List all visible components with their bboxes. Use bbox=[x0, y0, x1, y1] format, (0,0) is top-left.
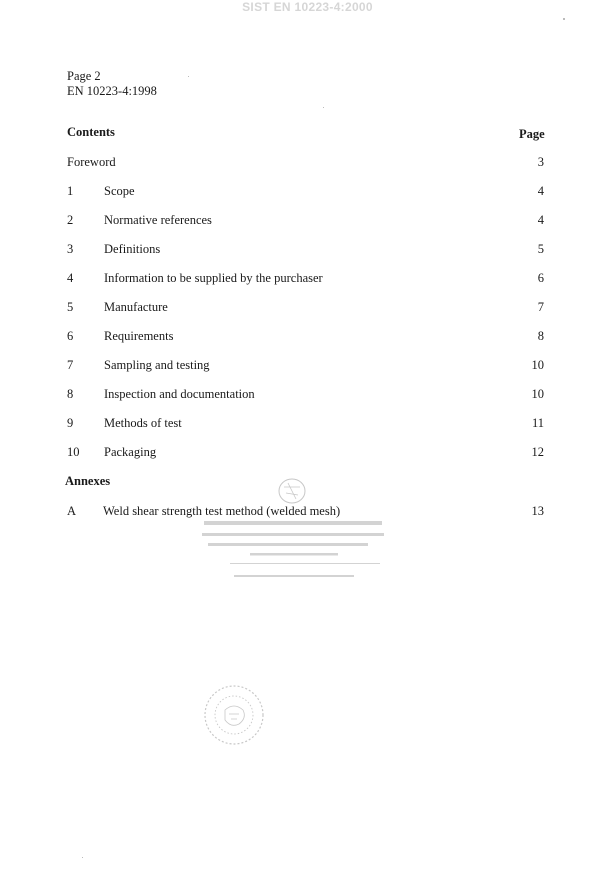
toc-title: Requirements bbox=[104, 329, 174, 343]
toc-page: 6 bbox=[537, 271, 544, 285]
toc-page: 4 bbox=[537, 184, 544, 198]
toc-title: Normative references bbox=[104, 213, 212, 227]
toc-title: Weld shear strength test method (welded mesh) bbox=[103, 504, 341, 518]
page-header bbox=[67, 69, 157, 99]
toc-page: 10 bbox=[531, 387, 544, 401]
toc-page: 8 bbox=[537, 329, 544, 343]
toc-page: 3 bbox=[537, 155, 544, 169]
toc-page: 5 bbox=[537, 242, 544, 256]
toc-number: 3 bbox=[67, 242, 74, 256]
toc-row[interactable] bbox=[0, 445, 615, 461]
toc-row[interactable] bbox=[0, 271, 615, 287]
round-seal-stamp-icon bbox=[203, 684, 267, 748]
toc-row[interactable] bbox=[0, 213, 615, 229]
toc-row[interactable] bbox=[0, 387, 615, 403]
toc-title: Foreword bbox=[67, 155, 116, 169]
toc-page: 4 bbox=[537, 213, 544, 227]
toc-title: Packaging bbox=[104, 445, 157, 459]
watermark: SIST EN 10223-4:2000 bbox=[242, 0, 373, 14]
toc-title: Methods of test bbox=[104, 416, 182, 430]
toc-row-foreword[interactable] bbox=[0, 155, 615, 171]
toc-number: 10 bbox=[67, 445, 80, 459]
page-label: Page 2 bbox=[67, 69, 101, 83]
toc-row[interactable] bbox=[0, 329, 615, 345]
toc-number: 8 bbox=[67, 387, 74, 401]
toc-number: 2 bbox=[67, 213, 74, 227]
contents-heading: Contents bbox=[67, 125, 115, 139]
toc-title: Information to be supplied by the purchaser bbox=[104, 271, 323, 285]
toc-number: A bbox=[67, 504, 77, 518]
document-id: EN 10223-4:1998 bbox=[67, 84, 157, 98]
toc-row[interactable] bbox=[0, 300, 615, 316]
toc-number: 7 bbox=[67, 358, 74, 372]
toc-title: Definitions bbox=[104, 242, 161, 256]
toc-page: 10 bbox=[531, 358, 544, 372]
toc-number: 5 bbox=[67, 300, 74, 314]
toc-title: Inspection and documentation bbox=[104, 387, 255, 401]
toc-page: 12 bbox=[531, 445, 544, 459]
toc-title: Scope bbox=[104, 184, 135, 198]
toc-title: Manufacture bbox=[104, 300, 168, 314]
toc-row[interactable] bbox=[0, 358, 615, 374]
toc-title: Sampling and testing bbox=[104, 358, 210, 372]
toc-row[interactable] bbox=[0, 242, 615, 258]
toc-page: 11 bbox=[531, 416, 544, 430]
toc-number: 6 bbox=[67, 329, 74, 343]
annexes-heading: Annexes bbox=[65, 474, 111, 488]
toc-number: 9 bbox=[67, 416, 74, 430]
page-column-heading: Page bbox=[519, 127, 545, 141]
toc-number: 4 bbox=[67, 271, 74, 285]
toc-page: 7 bbox=[537, 300, 544, 314]
faded-library-stamp-icon bbox=[200, 477, 385, 587]
toc-number: 1 bbox=[67, 184, 74, 198]
toc-row[interactable] bbox=[0, 184, 615, 200]
toc-page: 13 bbox=[531, 504, 544, 518]
toc-row[interactable] bbox=[0, 416, 615, 432]
